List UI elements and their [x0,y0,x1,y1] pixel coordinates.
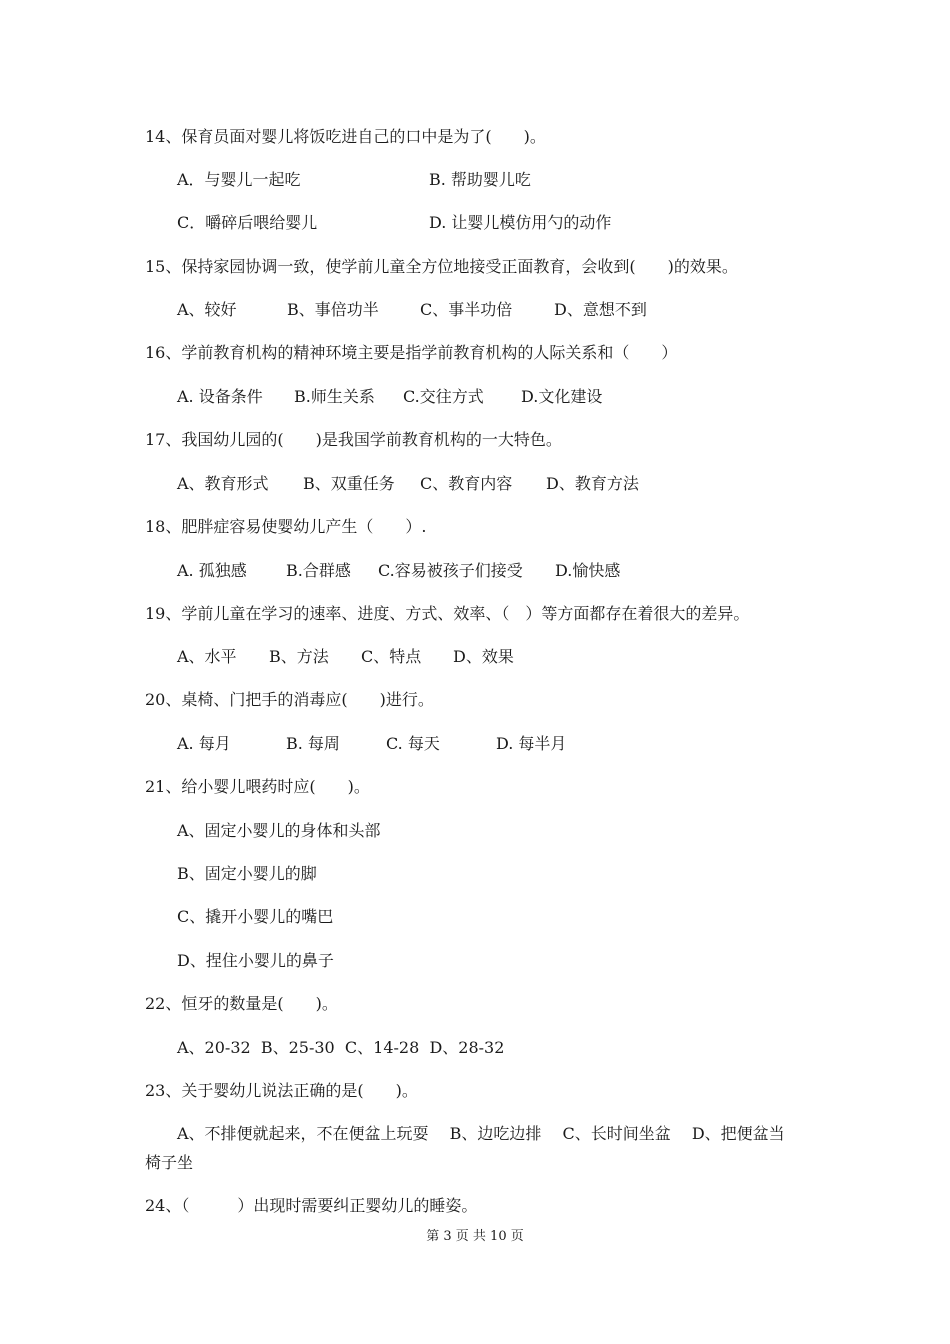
question-15-option-a: A、较好 [177,300,237,319]
question-14-option-c: C．嚼碎后喂给婴儿 [177,213,318,232]
question-16-option-a: A. 设备条件 [177,387,263,406]
question-15-option-b: B、事倍功半 [287,300,379,319]
question-20-option-b: B. 每周 [286,734,340,753]
question-15-stem: 15、保持家园协调一致，使学前儿童全方位地接受正面教育，会收到( )的效果。 [145,257,738,276]
page-footer: 第 3 页 共 10 页 [426,1229,524,1244]
question-19-stem: 19、学前儿童在学习的速率、进度、方式、效率、（ ）等方面都存在着很大的差异。 [145,604,750,623]
question-20-option-a: A. 每月 [177,734,231,753]
question-15-option-c: C、事半功倍 [420,300,513,319]
question-21-option-c: C、撬开小婴儿的嘴巴 [177,907,334,926]
question-24-stem: 24、（ ）出现时需要纠正婴幼儿的睡姿。 [145,1196,478,1215]
question-20-stem: 20、桌椅、门把手的消毒应( )进行。 [145,690,434,709]
question-16-option-b: B.师生关系 [294,387,375,406]
question-16-option-c: C.交往方式 [403,387,484,406]
question-18-option-c: C.容易被孩子们接受 [378,561,523,580]
question-19-option-a: A、水平 [177,647,237,666]
question-20-option-c: C. 每天 [386,734,440,753]
question-21-option-d: D、捏住小婴儿的鼻子 [177,951,334,970]
question-22-options: A、20-32 B、25-30 C、14-28 D、28-32 [177,1038,505,1057]
question-15-option-d: D、意想不到 [554,300,647,319]
question-17-option-b: B、双重任务 [303,474,395,493]
question-16-option-d: D.文化建设 [521,387,603,406]
question-17-stem: 17、我国幼儿园的( )是我国学前教育机构的一大特色。 [145,430,562,449]
question-21-option-a: A、固定小婴儿的身体和头部 [177,821,381,840]
question-23-options: A、不排便就起来，不在便盆上玩耍 B、边吃边排 C、长时间坐盆 D、把便盆当 [177,1124,785,1143]
question-14-option-d: D. 让婴儿模仿用勺的动作 [429,213,612,232]
question-22-stem: 22、恒牙的数量是( )。 [145,994,338,1013]
question-23-stem: 23、关于婴幼儿说法正确的是( )。 [145,1081,418,1100]
question-18-option-b: B.合群感 [286,561,351,580]
question-21-option-b: B、固定小婴儿的脚 [177,864,317,883]
question-14-option-b: B. 帮助婴儿吃 [429,170,531,189]
question-18-option-d: D.愉快感 [555,561,621,580]
question-18-option-a: A. 孤独感 [177,561,247,580]
question-20-option-d: D. 每半月 [496,734,567,753]
question-14-stem: 14、保育员面对婴儿将饭吃进自己的口中是为了( )。 [145,127,546,146]
question-19-option-d: D、效果 [453,647,514,666]
question-17-option-c: C、教育内容 [420,474,513,493]
question-23-options-continued: 椅子坐 [145,1153,194,1172]
question-19-option-b: B、方法 [269,647,329,666]
question-17-option-d: D、教育方法 [546,474,639,493]
question-19-option-c: C、特点 [361,647,422,666]
question-17-option-a: A、教育形式 [177,474,269,493]
question-21-stem: 21、给小婴儿喂药时应( )。 [145,777,370,796]
question-16-stem: 16、学前教育机构的精神环境主要是指学前教育机构的人际关系和（ ） [145,343,678,362]
question-18-stem: 18、肥胖症容易使婴幼儿产生（ ）. [145,517,427,536]
question-14-option-a: A．与婴儿一起吃 [177,170,301,189]
